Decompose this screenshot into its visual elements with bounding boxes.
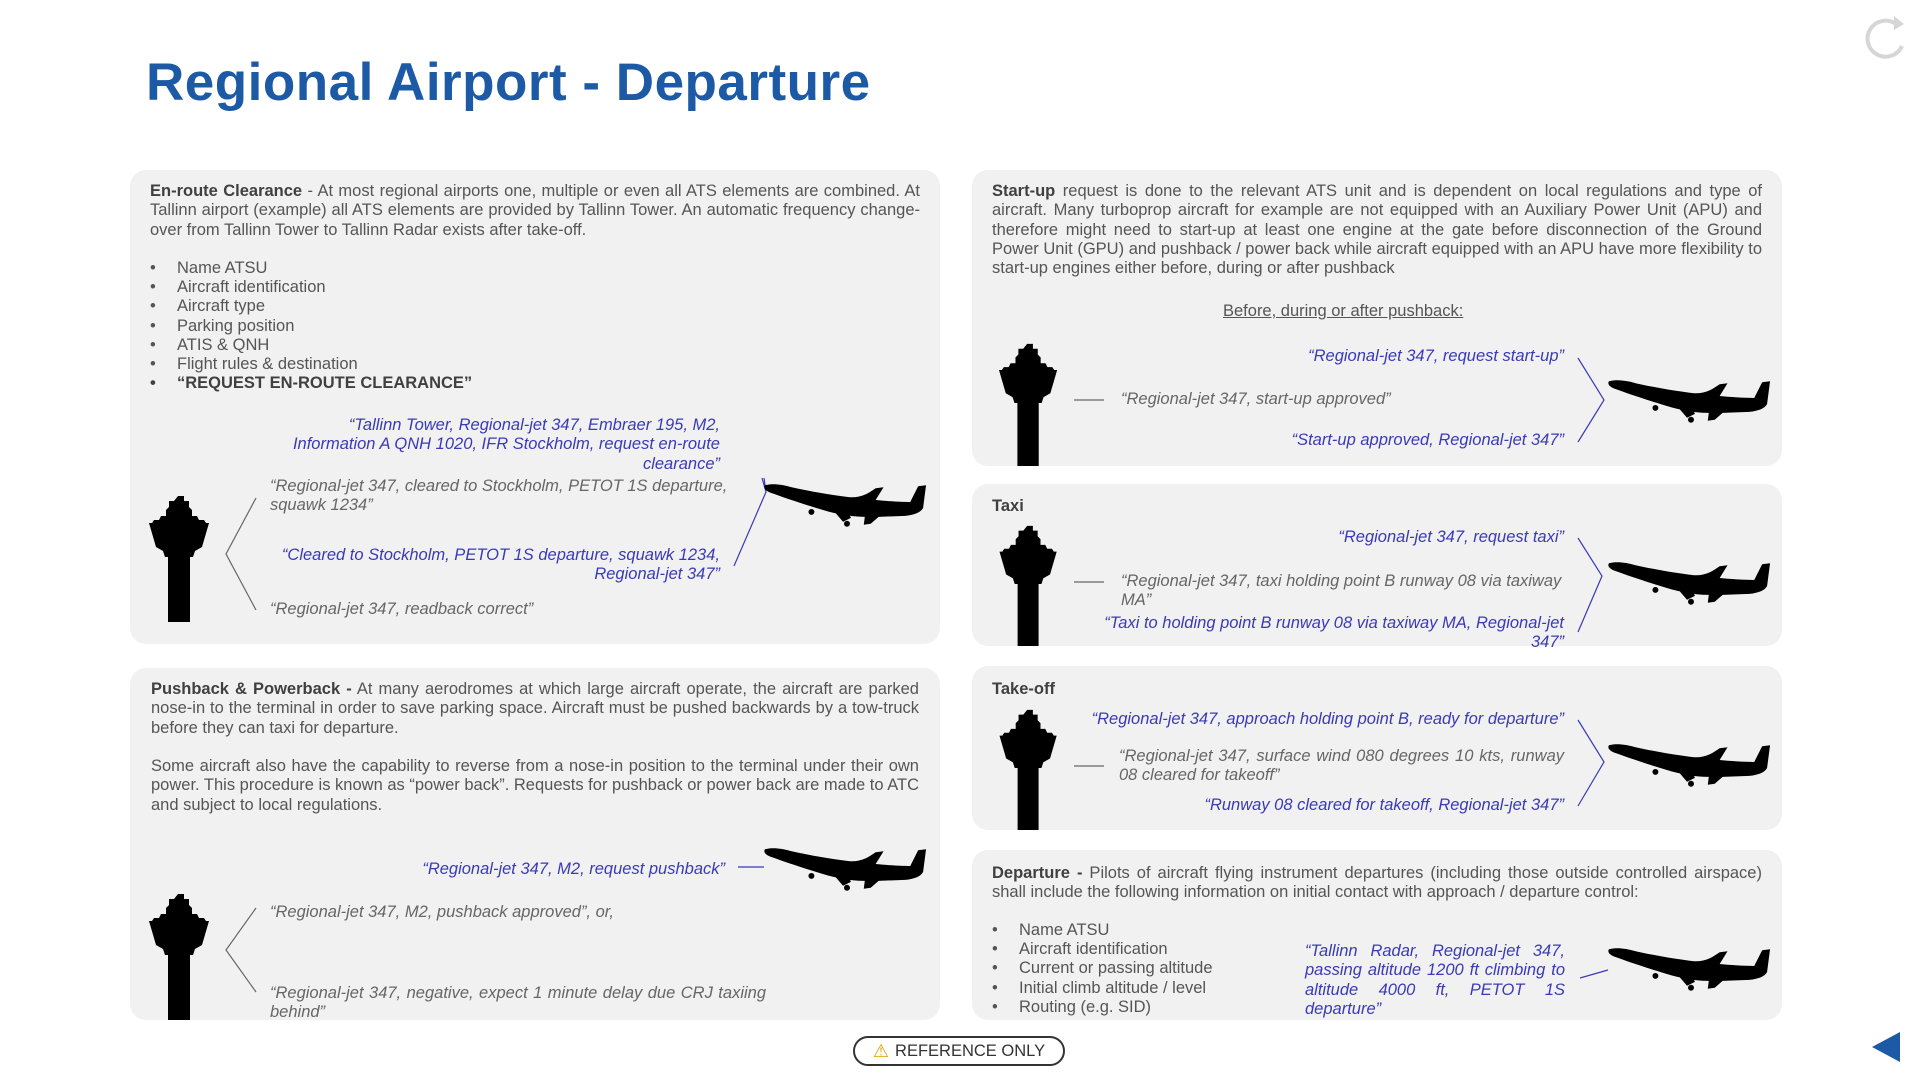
enroute-atc-confirm: “Regional-jet 347, readback correct” <box>270 600 534 618</box>
pushback-atc-negative: “Regional-jet 347, negative, expect 1 minute delay due CRJ taxiing behind” <box>270 984 766 1022</box>
tower-line <box>1074 398 1106 402</box>
previous-slide-button[interactable] <box>1870 1030 1902 1064</box>
airplane-icon <box>762 476 930 532</box>
enroute-pilot-request: “Tallinn Tower, Regional-jet 347, Embraer 195, M2, Information A QNH 1020, IFR Stockholm, request en-route clearance” <box>292 416 720 473</box>
list-item: • ATIS & QNH <box>150 336 710 355</box>
airplane-icon <box>1606 736 1774 792</box>
warning-icon: ⚠ <box>872 1040 890 1061</box>
startup-pilot-request: “Regional-jet 347, request start-up” <box>1308 347 1564 365</box>
departure-pilot-call: “Tallinn Radar, Regional-jet 347, passing altitude 1200 ft climbing to altitude 4000 ft, PETOT 1S departure” <box>1305 942 1565 1018</box>
control-tower-icon <box>144 492 218 622</box>
takeoff-pilot-readback: “Runway 08 cleared for takeoff, Regional-jet 347” <box>1204 796 1564 814</box>
pushback-description-2: Some aircraft also have the capability to reverse from a nose-in position to the terminal under their own power. This procedure is known as “power back”. Requests for pushback or power back are made to ATC and subject to local regulations. <box>151 757 919 814</box>
takeoff-atc-reply: “Regional-jet 347, surface wind 080 degrees 10 kts, runway 08 cleared for takeoff” <box>1119 747 1564 785</box>
taxi-heading: Taxi <box>992 497 1024 515</box>
list-item: • Parking position <box>150 317 710 336</box>
plane-bracket-line <box>1574 718 1608 808</box>
control-tower-icon <box>993 706 1067 830</box>
enroute-pilot-readback: “Cleared to Stockholm, PETOT 1S departure, squawk 1234, Regional-jet 347” <box>281 546 720 584</box>
control-tower-icon <box>993 522 1067 646</box>
airplane-icon <box>762 840 930 896</box>
airplane-icon <box>1606 372 1774 428</box>
list-item: • Aircraft type <box>150 297 710 316</box>
startup-atc-reply: “Regional-jet 347, start-up approved” <box>1121 390 1391 408</box>
tower-bracket-line <box>222 906 258 994</box>
page-title: Regional Airport - Departure <box>146 53 871 112</box>
reference-label: REFERENCE ONLY <box>895 1041 1046 1060</box>
airplane-icon <box>1606 554 1774 610</box>
enroute-atc-clearance: “Regional-jet 347, cleared to Stockholm, PETOT 1S departure, squawk 1234” <box>270 477 728 515</box>
list-item: • Name ATSU <box>992 921 1292 940</box>
takeoff-pilot-request: “Regional-jet 347, approach holding point B, ready for departure” <box>1091 710 1564 728</box>
tower-line <box>1074 580 1106 584</box>
control-tower-icon <box>993 340 1067 466</box>
enroute-description <box>150 182 920 240</box>
tower-line <box>1074 764 1106 768</box>
takeoff-heading: Take-off <box>992 680 1055 698</box>
pushback-pilot-request: “Regional-jet 347, M2, request pushback” <box>422 860 725 878</box>
control-tower-icon <box>144 890 218 1020</box>
list-item: • Current or passing altitude <box>992 959 1292 978</box>
pushback-description <box>151 680 919 738</box>
list-item: • Flight rules & destination <box>150 355 710 374</box>
departure-requirements-list <box>992 921 1292 1017</box>
pushback-text: At many aerodromes at which large aircraft operate, the aircraft are parked nose-in to the terminal in order to save parking space. Aircraft must be pushed backwards by a tow-truck before they can taxi for departure. <box>151 680 919 737</box>
enroute-requirements-list <box>150 259 710 393</box>
taxi-pilot-readback: “Taxi to holding point B runway 08 via taxiway MA, Regional-jet 347” <box>1104 614 1564 652</box>
departure-description <box>992 864 1762 903</box>
departure-text: Pilots of aircraft flying instrument departures (including those outside controlled airspace) shall include the following information on initial contact with approach / departure control: <box>992 864 1762 902</box>
startup-heading: Start-up <box>992 182 1056 200</box>
reload-icon[interactable] <box>1858 12 1910 64</box>
list-item: • Initial climb altitude / level <box>992 979 1292 998</box>
list-item: • “REQUEST EN-ROUTE CLEARANCE” <box>150 374 710 393</box>
startup-pilot-readback: “Start-up approved, Regional-jet 347” <box>1291 431 1564 449</box>
list-item: • Aircraft identification <box>992 940 1292 959</box>
list-item: • Routing (e.g. SID) <box>992 998 1292 1017</box>
pushback-heading: Pushback & Powerback - <box>151 680 352 698</box>
plane-bracket-line <box>1574 536 1608 634</box>
reference-only-badge <box>853 1036 1065 1066</box>
taxi-atc-reply: “Regional-jet 347, taxi holding point B runway 08 via taxiway MA” <box>1121 572 1562 610</box>
plane-bracket-line <box>1574 356 1608 444</box>
startup-subheading: Before, during or after pushback: <box>1223 302 1464 320</box>
list-item: • Name ATSU <box>150 259 710 278</box>
tower-bracket-line <box>222 496 258 612</box>
enroute-heading: En-route Clearance <box>150 182 303 200</box>
startup-description <box>992 182 1762 278</box>
airplane-icon <box>1606 940 1774 996</box>
list-item: • Aircraft identification <box>150 278 710 297</box>
enroute-text: - At most regional airports one, multiple or even all ATS elements are combined. At Tallinn airport (example) all ATS elements are provided by Tallinn Tower. An automatic frequency change-over from Tallinn Tower to Tallinn Radar exists after take-off. <box>150 182 920 239</box>
departure-heading: Departure - <box>992 864 1083 882</box>
pushback-atc-approved: “Regional-jet 347, M2, pushback approved”, or, <box>270 903 614 921</box>
taxi-pilot-request: “Regional-jet 347, request taxi” <box>1338 528 1564 546</box>
startup-text: request is done to the relevant ATS unit and is dependent on local regulations and type of aircraft. Many turboprop aircraft for example are not equipped with an Auxiliary Power Unit (APU) and therefore might need to start-up at least one engine at the gate before disconnection of the Ground Power Unit (GPU) and pushback / power back while aircraft equipped with an APU have more flexibility to start-up engines either before, during or after pushback <box>992 182 1762 278</box>
